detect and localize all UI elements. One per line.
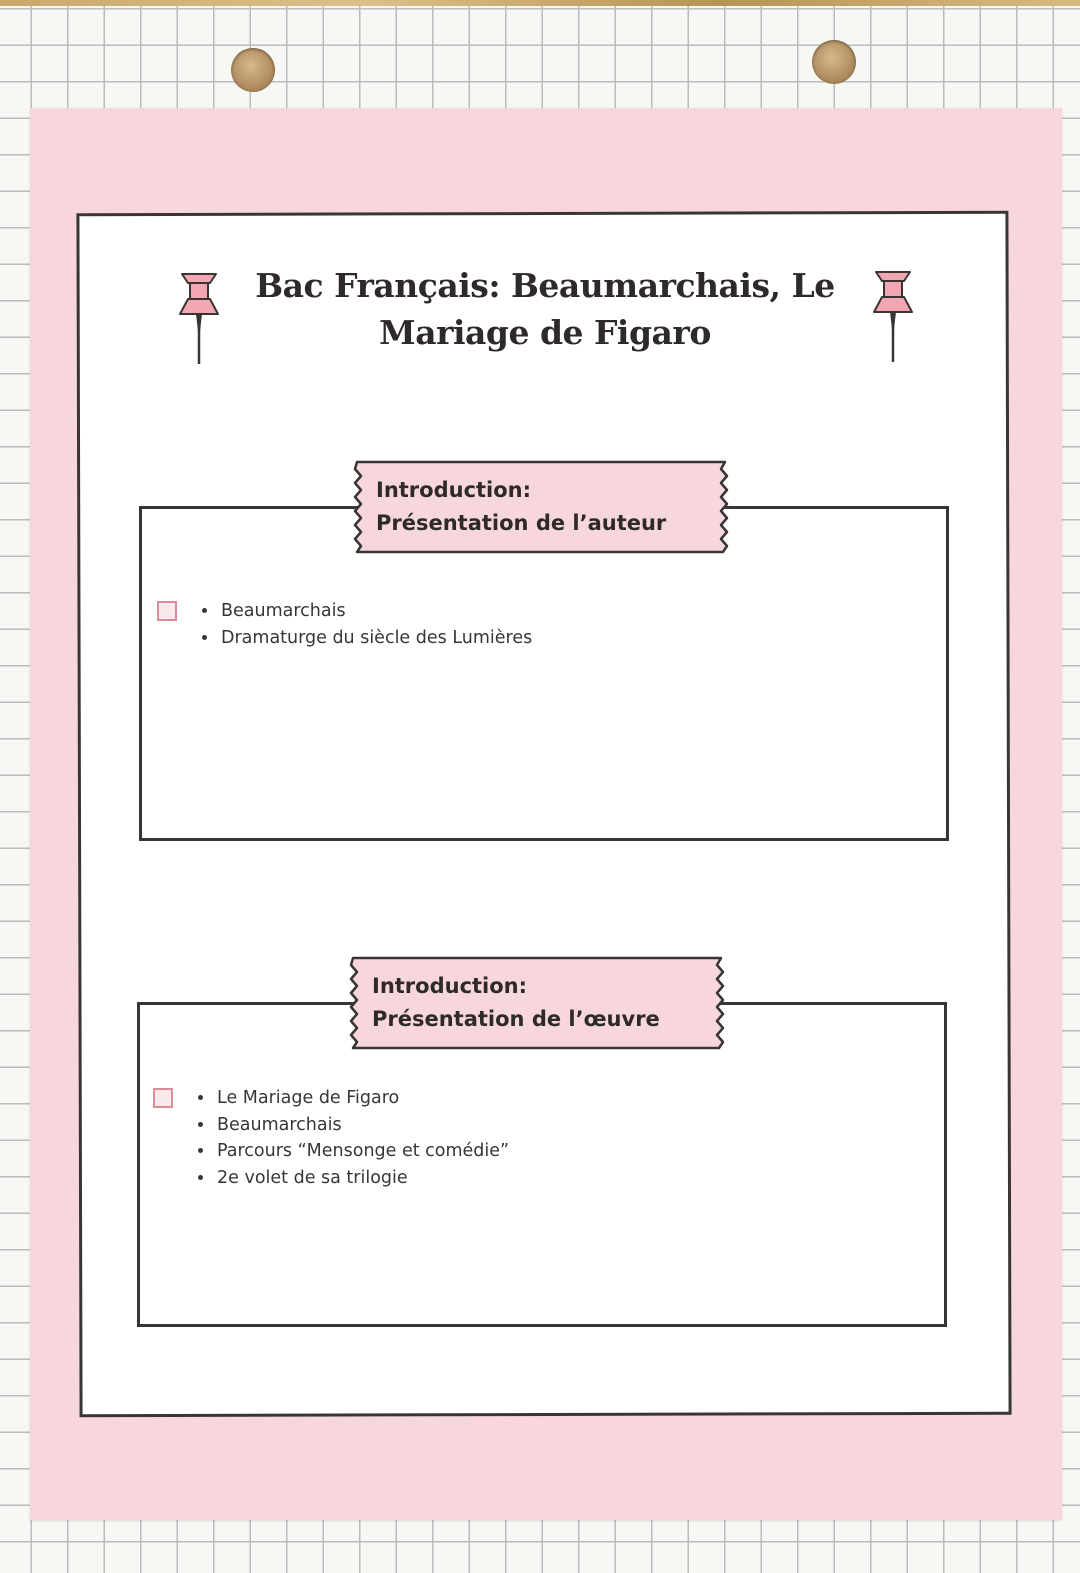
section-heading-line2: Présentation de l’auteur [376,511,667,535]
binder-hole-left [231,48,275,92]
section-work-banner [348,956,726,1052]
checkbox-icon[interactable] [153,1088,173,1108]
list-item: • Beaumarchais [219,598,532,625]
list-item: • 2e volet de sa trilogie [215,1165,509,1192]
bullet-list [197,598,532,651]
pushpin-icon [870,268,916,364]
binder-hole-right [812,40,856,84]
section-heading-line1: Introduction: [376,478,532,502]
section-heading [376,474,666,540]
page-title-line2: Mariage de Figaro [379,313,711,352]
list-item: • Parcours “Mensonge et comédie” [215,1138,509,1165]
bullet-list [193,1085,509,1191]
page-title-line1: Bac Français: Beaumarchais, Le [255,266,835,305]
page-title [250,262,840,356]
pushpin-icon [176,270,222,366]
section-author-box [139,506,949,841]
section-heading-line2: Présentation de l’œuvre [372,1007,660,1031]
section-author-banner [352,460,730,556]
list-item: • Beaumarchais [215,1112,509,1139]
checkbox-icon[interactable] [157,601,177,621]
section-heading-line1: Introduction: [372,974,528,998]
wood-edge [0,0,1080,6]
section-heading [372,970,660,1036]
list-item: • Dramaturge du siècle des Lumières [219,625,532,652]
list-item: • Le Mariage de Figaro [215,1085,509,1112]
